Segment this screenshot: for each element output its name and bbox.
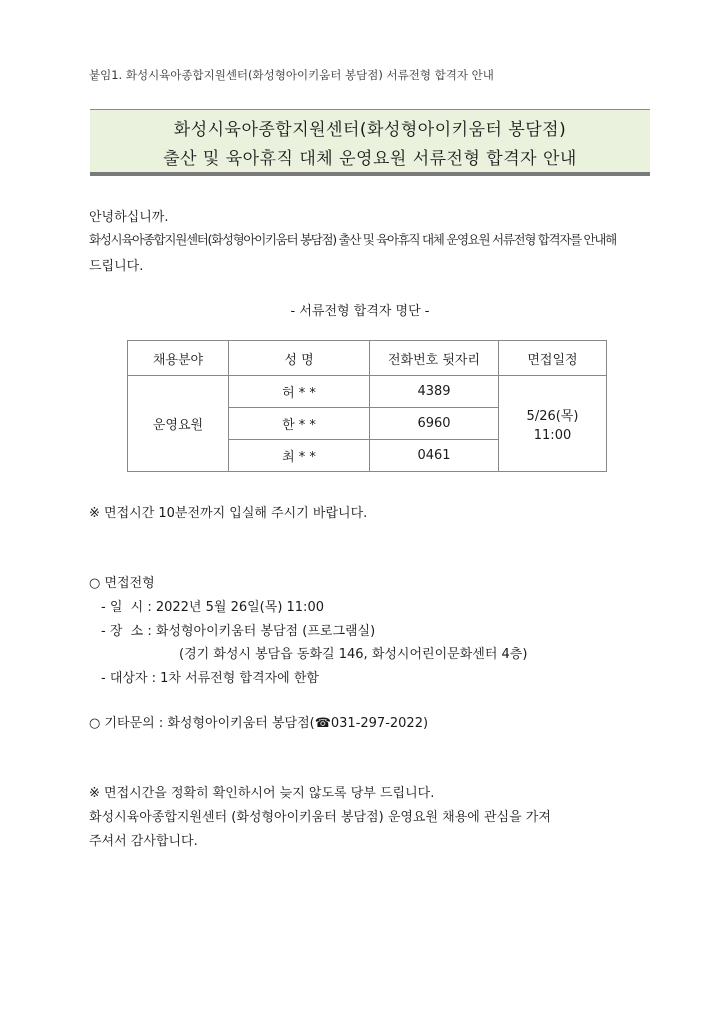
field-cell: 운영요원 bbox=[128, 376, 229, 472]
contact-info: ○ 기타문의 : 화성형아이키움터 봉담점(☎031-297-2022) bbox=[89, 716, 429, 731]
intro-body-line-2: 드립니다. bbox=[89, 259, 144, 274]
table-row bbox=[128, 376, 607, 408]
intro-body-line-1: 화성시육아종합지원센터(화성형아이키움터 봉담점) 출산 및 육아휴직 대체 운영요원 서류전형 합격자를 안내해 bbox=[89, 232, 616, 247]
name-cell: 한 * * bbox=[229, 408, 370, 440]
closing-line-1: 화성시육아종합지원센터 (화성형아이키움터 봉담점) 운영요원 채용에 관심을 가져 bbox=[89, 810, 551, 825]
interview-target: - 대상자 : 1차 서류전형 합격자에 한함 bbox=[101, 671, 319, 686]
header-schedule: 면접일정 bbox=[499, 341, 607, 376]
phone-cell: 0461 bbox=[370, 440, 499, 472]
list-heading: - 서류전형 합격자 명단 - bbox=[290, 304, 430, 319]
phone-cell: 6960 bbox=[370, 408, 499, 440]
closing-line-2: 주셔서 감사합니다. bbox=[89, 834, 198, 849]
result-table bbox=[127, 340, 607, 472]
title-box bbox=[90, 109, 650, 176]
interview-heading: ○ 면접전형 bbox=[89, 576, 155, 591]
header-name: 성 명 bbox=[229, 341, 370, 376]
schedule-cell bbox=[499, 376, 607, 472]
attachment-label: 붙임1. 화성시육아종합지원센터(화성형아이키움터 봉담점) 서류전형 합격자 안내 bbox=[89, 68, 494, 82]
schedule-time: 11:00 bbox=[533, 427, 572, 443]
table-header-row bbox=[128, 341, 607, 376]
greeting: 안녕하십니까. bbox=[89, 210, 169, 225]
arrival-note: ※ 면접시간 10분전까지 입실해 주시기 바랍니다. bbox=[89, 506, 368, 521]
header-phone: 전화번호 뒷자리 bbox=[370, 341, 499, 376]
header-field: 채용분야 bbox=[128, 341, 229, 376]
title-line-1: 화성시육아종합지원센터(화성형아이키움터 봉담점) bbox=[173, 120, 567, 140]
title-line-2: 출산 및 육아휴직 대체 운영요원 서류전형 합격자 안내 bbox=[163, 149, 577, 169]
schedule-date: 5/26(목) bbox=[526, 408, 579, 424]
interview-place: - 장 소 : 화성형아이키움터 봉담점 (프로그램실) bbox=[101, 624, 376, 639]
name-cell: 허 * * bbox=[229, 376, 370, 408]
phone-cell: 4389 bbox=[370, 376, 499, 408]
interview-address: (경기 화성시 봉담읍 동화길 146, 화성시어린이문화센터 4층) bbox=[179, 647, 528, 662]
interview-date: - 일 시 : 2022년 5월 26일(목) 11:00 bbox=[101, 600, 324, 615]
name-cell: 최 * * bbox=[229, 440, 370, 472]
closing-note: ※ 면접시간을 정확히 확인하시어 늦지 않도록 당부 드립니다. bbox=[89, 786, 435, 801]
